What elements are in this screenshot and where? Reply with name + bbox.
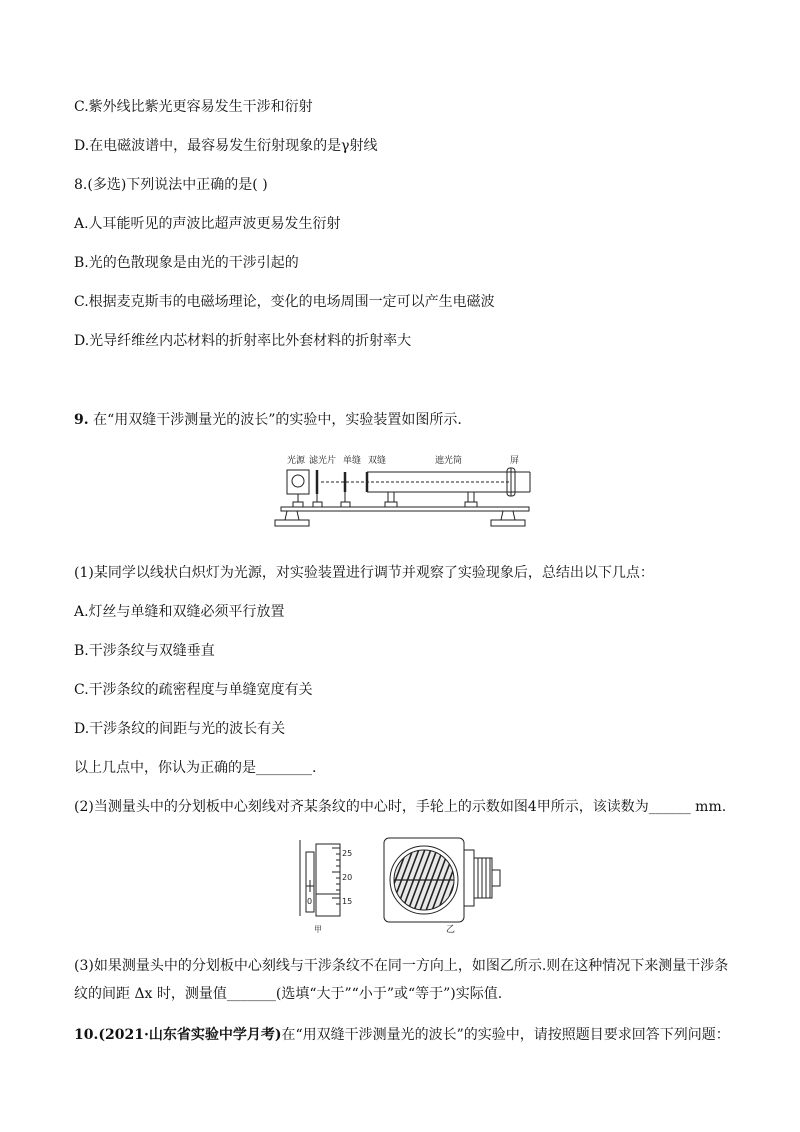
figure-label-jia: 甲 — [314, 925, 322, 934]
line-q8-b: B.光的色散现象是由光的干涉引起的 — [74, 255, 299, 271]
line-q9-b: B.干涉条纹与双缝垂直 — [74, 643, 215, 659]
question-10-source: (2021·山东省实验中学月考) — [98, 1027, 282, 1043]
figure-label-yi: 乙 — [446, 925, 456, 935]
part-3-line-1: (3)如果测量头中的分划板中心刻线与干涉条纹不在同一方向上，如图乙所示.则在这种情况下来测量干涉条 — [74, 958, 729, 974]
double-slit-apparatus-figure — [265, 450, 545, 535]
question-10-number: 10. — [74, 1027, 99, 1043]
line-q7-d: D.在电磁波谱中，最容易发生衍射现象的是γ射线 — [74, 138, 378, 154]
question-9-number: 9. — [74, 412, 89, 428]
line-q9-d: D.干涉条纹的间距与光的波长有关 — [74, 721, 286, 737]
label-tube: 遮光筒 — [435, 456, 463, 466]
part-2: (2)当测量头中的分划板中心刻线对齐某条纹的中心时，手轮上的示数如图4甲所示，该读数为______ mm. — [74, 799, 727, 815]
part-1-answer: 以上几点中，你认为正确的是________. — [74, 760, 317, 776]
label-screen: 屏 — [510, 456, 520, 466]
question-10-stem — [74, 1026, 730, 1044]
line-q8-c: C.根据麦克斯韦的电磁场理论，变化的电场周围一定可以产生电磁波 — [74, 294, 495, 310]
question-9-text: 在“用双缝干涉测量光的波长”的实验中，实验装置如图所示. — [93, 412, 462, 428]
question-10-text: 在“用双缝干涉测量光的波长”的实验中，请按照题目要求回答下列问题： — [281, 1027, 730, 1043]
line-q9-c: C.干涉条纹的疏密程度与单缝宽度有关 — [74, 682, 313, 698]
tick-label-zero: 0 — [307, 897, 313, 906]
part-3-line-2: 纹的间距 Δx 时，测量值_______(选填“大于”“小于”或“等于”)实际值. — [74, 986, 503, 1002]
question-9-stem — [74, 411, 462, 429]
line-q9-a: A.灯丝与单缝和双缝必须平行放置 — [74, 604, 285, 620]
tick-label-25: 25 — [342, 849, 353, 858]
label-double-slit: 双缝 — [368, 456, 387, 466]
part-1-stem: (1)某同学以线状白炽灯为光源，对实验装置进行调节并观察了实验现象后，总结出以下几点： — [74, 565, 654, 581]
measuring-head-figure-yi — [382, 836, 504, 936]
line-q8-d: D.光导纤维丝内芯材料的折射率比外套材料的折射率大 — [74, 333, 412, 349]
tick-label-20: 20 — [342, 873, 353, 882]
label-light-source: 光源 — [287, 456, 306, 466]
micrometer-figure-jia — [296, 836, 358, 936]
tick-label-15: 15 — [342, 897, 353, 906]
line-q8-a: A.人耳能听见的声波比超声波更易发生衍射 — [74, 216, 341, 232]
question-8-stem: 8.(多选)下列说法中正确的是( ) — [74, 177, 268, 193]
line-q7-c: C.紫外线比紫光更容易发生干涉和衍射 — [74, 99, 313, 115]
label-single-slit: 单缝 — [343, 456, 362, 466]
label-filter: 滤光片 — [309, 456, 337, 466]
